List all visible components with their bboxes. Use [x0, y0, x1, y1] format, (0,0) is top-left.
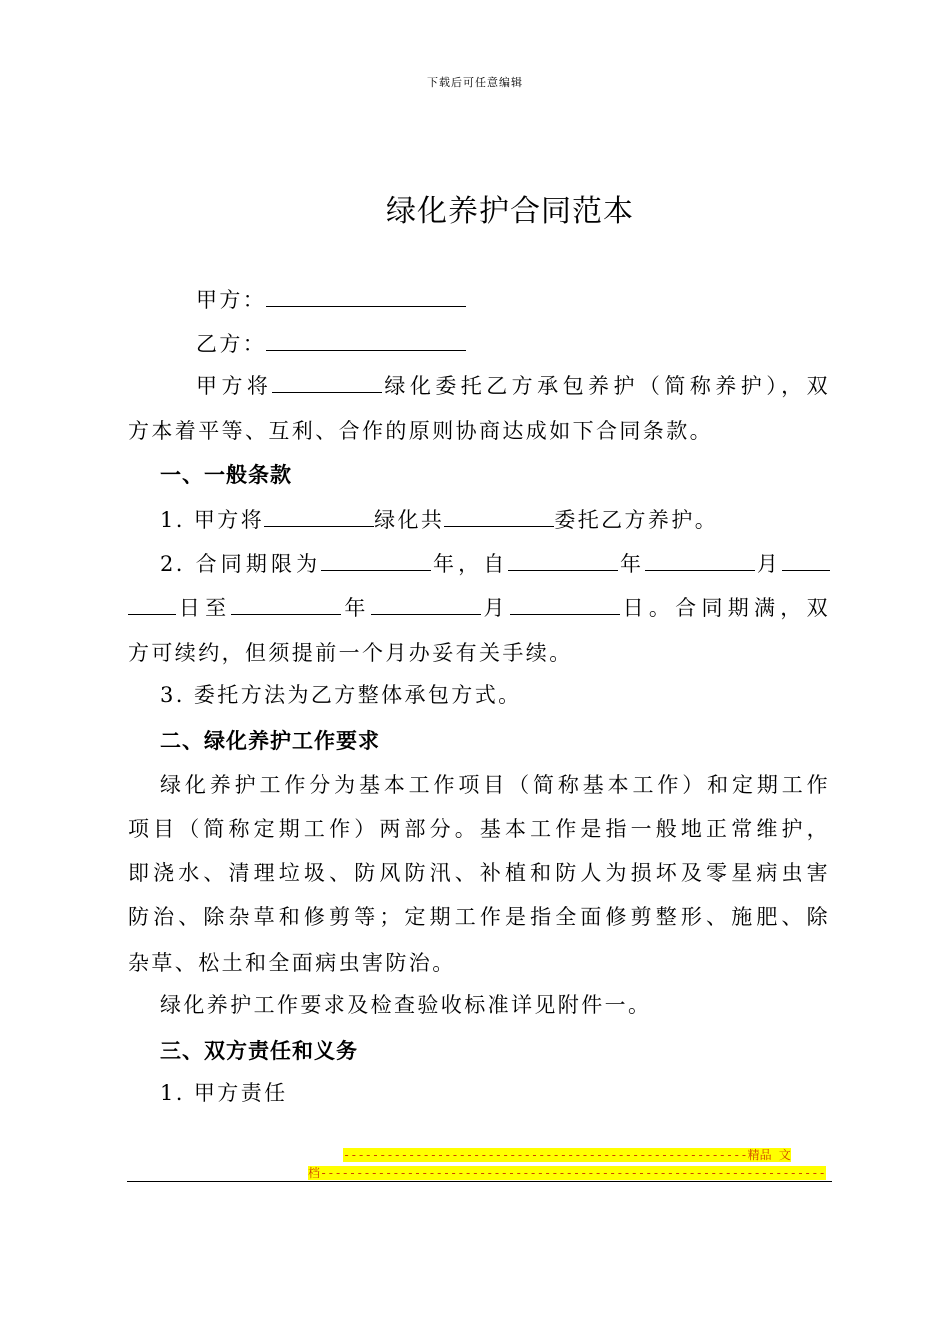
section-1-item-1: 1. 甲方将 绿化共 委托乙方养护。 [128, 504, 830, 535]
section-2-p1-line-4: 防治、除杂草和修剪等；定期工作是指全面修剪整形、施肥、除 [128, 905, 830, 929]
footer-watermark-line-1: --------------------------------------------------------精品 文 [343, 1148, 791, 1162]
section-2-p1-line-1: 绿化养护工作分为基本工作项目（简称基本工作）和定期工作 [160, 773, 830, 797]
section-1-item-3: 3. 委托方法为乙方整体承包方式。 [160, 683, 522, 707]
party-b-label: 乙方： [196, 332, 267, 356]
section-2-p1-line-5: 杂草、松土和全面病虫害防治。 [128, 951, 456, 975]
party-a-line [128, 284, 830, 315]
party-a-blank [266, 284, 466, 307]
section-2-p1-line-3: 即浇水、清理垃圾、防风防汛、补植和防人为损坏及零星病虫害 [128, 861, 830, 885]
section-3-heading: 三、双方责任和义务 [160, 1039, 358, 1063]
section-1-item-2-line-3: 方可续约，但须提前一个月办妥有关手续。 [128, 641, 573, 665]
footer-rule [127, 1181, 832, 1182]
page-header: 下载后可任意编辑 [427, 76, 523, 89]
section-1-item-2-line-1: 2. 合同期限为 年，自 年 月 [128, 548, 830, 579]
party-b-blank [266, 328, 466, 351]
document-title: 绿化养护合同范本 [386, 194, 634, 229]
footer-watermark-line-2: 档---------------------------------------------------------------------- [308, 1166, 826, 1180]
intro-line-1: 甲方将 绿化委托乙方承包养护（简称养护），双 [128, 370, 830, 401]
section-1-heading: 一、一般条款 [160, 463, 292, 487]
intro-blank [272, 370, 382, 393]
party-a-label: 甲方： [196, 288, 267, 312]
intro-line-2: 方本着平等、互利、合作的原则协商达成如下合同条款。 [128, 419, 713, 443]
section-2-p1-line-2: 项目（简称定期工作）两部分。基本工作是指一般地正常维护， [128, 817, 830, 841]
party-b-line [128, 328, 830, 359]
section-3-item-1: 1. 甲方责任 [160, 1081, 288, 1105]
section-2-heading: 二、绿化养护工作要求 [160, 729, 380, 753]
section-1-item-2-line-2: 日至 年 月 日。合同期满，双 [128, 592, 830, 623]
section-2-p2: 绿化养护工作要求及检查验收标准详见附件一。 [160, 993, 652, 1017]
